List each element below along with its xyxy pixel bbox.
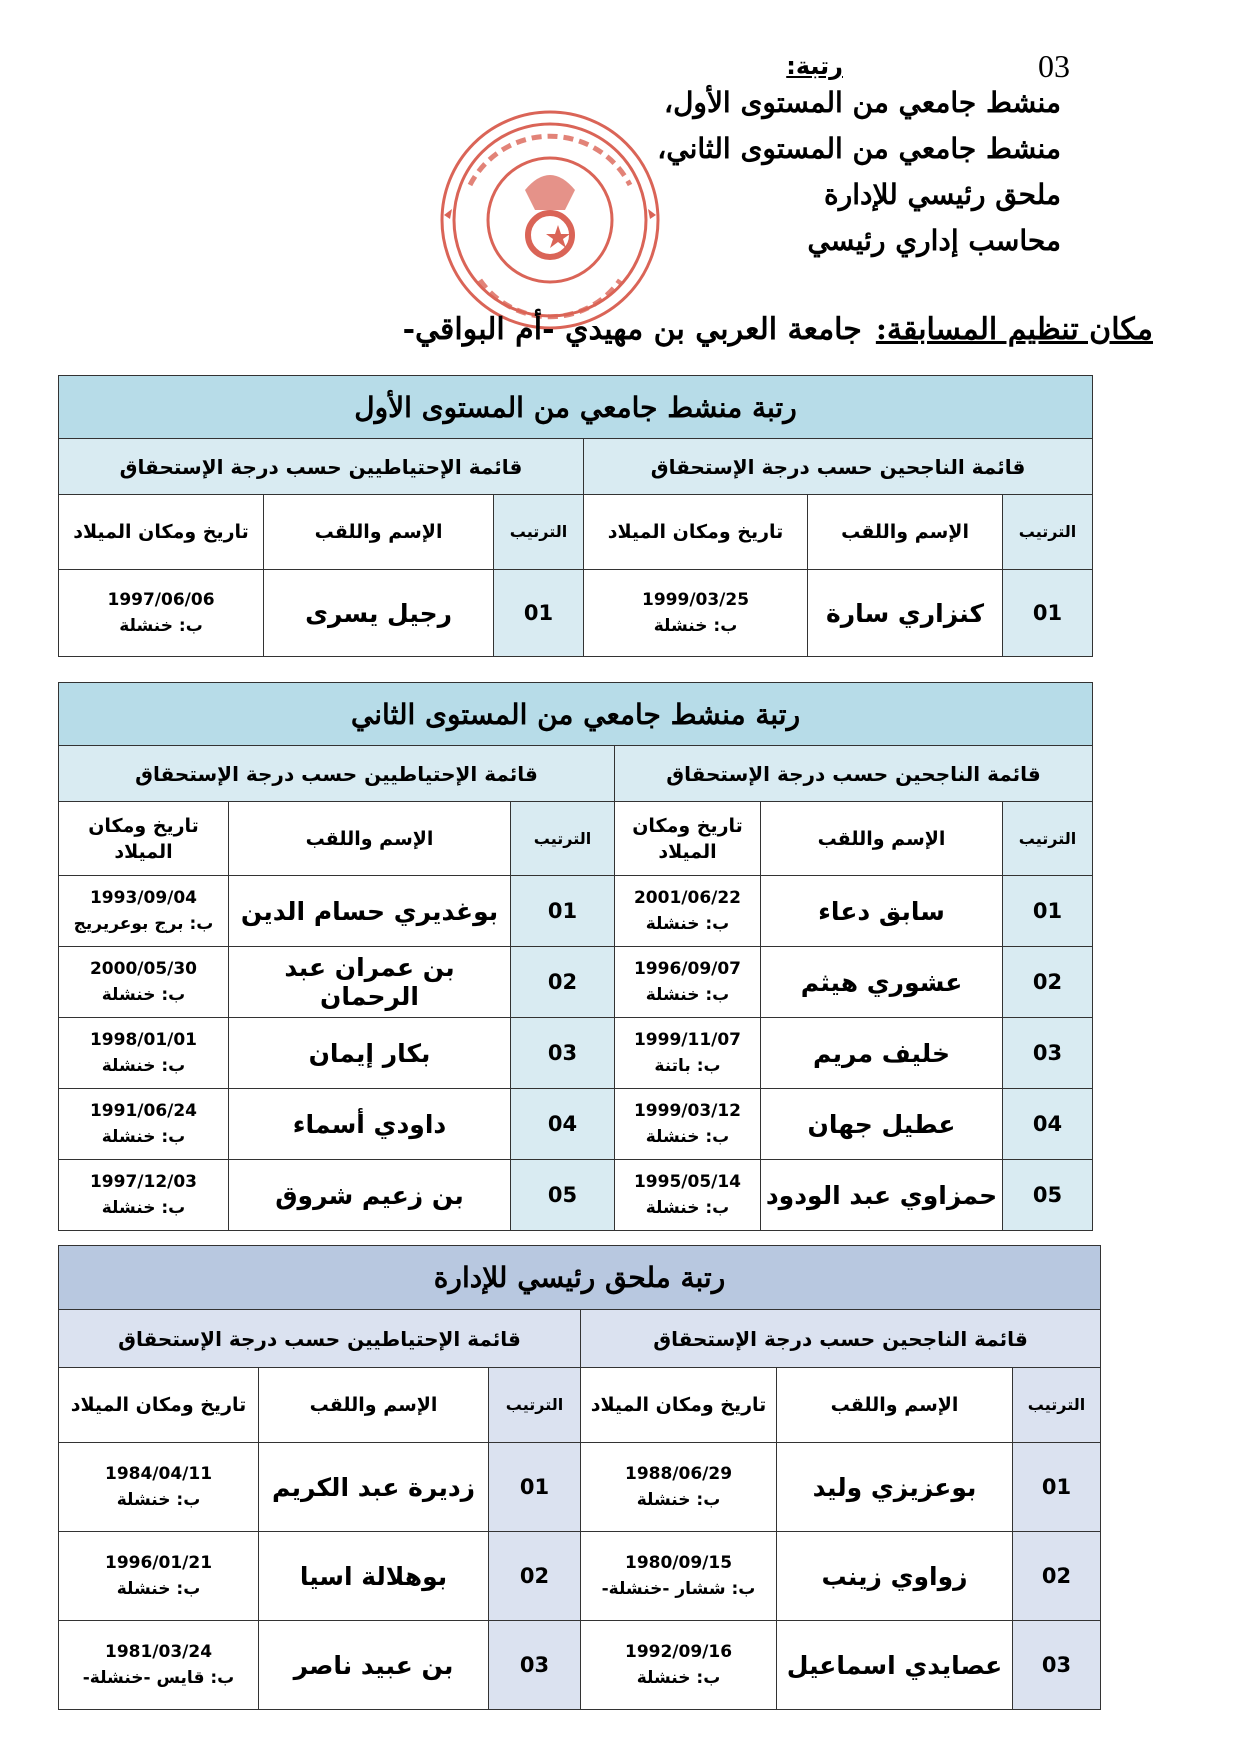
reserve-name: بن زعيم شروق bbox=[229, 1160, 511, 1231]
section-title: رتبة ملحق رئيسي للإدارة bbox=[59, 1246, 1101, 1310]
reserve-name: بوغديري حسام الدين bbox=[229, 876, 511, 947]
winner-name: سابق دعاء bbox=[761, 876, 1003, 947]
winner-dob bbox=[581, 1443, 777, 1532]
winners-list-title: قائمة الناجحين حسب درجة الإستحقاق bbox=[581, 1310, 1101, 1368]
dob-date: 1998/01/01 bbox=[89, 1030, 198, 1050]
dob-date: 1992/09/16 bbox=[624, 1642, 733, 1662]
section-1-table bbox=[58, 375, 1093, 657]
dob-header: تاريخ ومكان الميلاد bbox=[59, 802, 229, 876]
winner-rank: 02 bbox=[1013, 1532, 1101, 1621]
rank-header: الترتيب bbox=[494, 495, 584, 570]
place-label: مكان تنظيم المسابقة: bbox=[875, 312, 1153, 347]
document-header bbox=[657, 52, 1061, 264]
dob-date: 1999/03/12 bbox=[633, 1101, 742, 1121]
reserve-name: بن عمران عبد الرحمان bbox=[229, 947, 511, 1018]
dob-place: ب: خنشلة bbox=[645, 1198, 730, 1218]
name-header: الإسم واللقب bbox=[761, 802, 1003, 876]
name-header: الإسم واللقب bbox=[777, 1368, 1013, 1443]
winner-name: عصايدي اسماعيل bbox=[777, 1621, 1013, 1710]
dob-date: 1996/09/07 bbox=[633, 959, 742, 979]
reserves-list-title: قائمة الإحتياطيين حسب درجة الإستحقاق bbox=[59, 1310, 581, 1368]
section-title: رتبة منشط جامعي من المستوى الأول bbox=[59, 376, 1093, 439]
dob-place: ب: خنشلة bbox=[101, 1198, 186, 1218]
dob-place: ب: خنشلة bbox=[636, 1668, 721, 1688]
winner-rank: 01 bbox=[1003, 876, 1093, 947]
dob-header: تاريخ ومكان الميلاد bbox=[59, 495, 264, 570]
winner-rank: 03 bbox=[1013, 1621, 1101, 1710]
dob-date: 1997/06/06 bbox=[107, 590, 215, 610]
dob-date: 2000/05/30 bbox=[89, 959, 198, 979]
winner-rank: 01 bbox=[1003, 570, 1093, 657]
rank-header: الترتيب bbox=[1003, 495, 1093, 570]
dob-place: ب: خنشلة bbox=[636, 1490, 721, 1510]
dob-date: 1991/06/24 bbox=[89, 1101, 198, 1121]
reserve-name: رجيل يسرى bbox=[264, 570, 494, 657]
table-row bbox=[59, 1443, 1101, 1532]
reserve-dob bbox=[59, 1160, 229, 1231]
winner-name: بوعزيزي وليد bbox=[777, 1443, 1013, 1532]
reserve-dob bbox=[59, 570, 264, 657]
dob-date: 1980/09/15 bbox=[624, 1553, 733, 1573]
header-grade-2: منشط جامعي من المستوى الثاني، bbox=[657, 132, 1061, 165]
winners-list-title: قائمة الناجحين حسب درجة الإستحقاق bbox=[615, 746, 1093, 802]
reserve-name: داودي أسماء bbox=[229, 1089, 511, 1160]
name-header: الإسم واللقب bbox=[229, 802, 511, 876]
rank-header: الترتيب bbox=[489, 1368, 581, 1443]
dob-place: ب: خنشلة bbox=[645, 985, 730, 1005]
winner-dob bbox=[584, 570, 808, 657]
winner-dob bbox=[615, 1018, 761, 1089]
header-grade-1: منشط جامعي من المستوى الأول، bbox=[664, 86, 1061, 119]
dob-place: ب: خنشلة bbox=[653, 616, 738, 636]
rank-header: الترتيب bbox=[511, 802, 615, 876]
reserve-name: بكار إيمان bbox=[229, 1018, 511, 1089]
reserve-dob bbox=[59, 1532, 259, 1621]
winner-dob bbox=[581, 1621, 777, 1710]
rank-header: الترتيب bbox=[1013, 1368, 1101, 1443]
reserve-rank: 05 bbox=[511, 1160, 615, 1231]
winner-name: زواوي زينب bbox=[777, 1532, 1013, 1621]
rutba-label: رتبة: bbox=[786, 52, 843, 80]
winner-name: عشوري هيثم bbox=[761, 947, 1003, 1018]
reserve-rank: 02 bbox=[511, 947, 615, 1018]
table-row bbox=[59, 1532, 1101, 1621]
dob-place: ب: برج بوعريريج bbox=[73, 914, 214, 934]
dob-date: 1999/03/25 bbox=[642, 590, 750, 610]
dob-date: 1984/04/11 bbox=[104, 1464, 213, 1484]
reserve-rank: 03 bbox=[511, 1018, 615, 1089]
dob-place: ب: ششار -خنشلة- bbox=[601, 1579, 756, 1599]
reserve-rank: 01 bbox=[489, 1443, 581, 1532]
name-header: الإسم واللقب bbox=[259, 1368, 489, 1443]
dob-place: ب: خنشلة bbox=[116, 1579, 201, 1599]
reserve-rank: 02 bbox=[489, 1532, 581, 1621]
winner-name: عطيل جهان bbox=[761, 1089, 1003, 1160]
reserve-name: زديرة عبد الكريم bbox=[259, 1443, 489, 1532]
reserve-name: بن عبيد ناصر bbox=[259, 1621, 489, 1710]
dob-place: ب: خنشلة bbox=[116, 1490, 201, 1510]
dob-place: ب: خنشلة bbox=[101, 1056, 186, 1076]
table-row bbox=[59, 947, 1093, 1018]
reserve-dob bbox=[59, 1443, 259, 1532]
dob-place: ب: خنشلة bbox=[101, 1127, 186, 1147]
dob-header: تاريخ ومكان الميلاد bbox=[615, 802, 761, 876]
reserve-rank: 03 bbox=[489, 1621, 581, 1710]
dob-place: ب: باتنة bbox=[654, 1056, 721, 1076]
winner-rank: 05 bbox=[1003, 1160, 1093, 1231]
reserves-list-title: قائمة الإحتياطيين حسب درجة الإستحقاق bbox=[59, 746, 615, 802]
winner-dob bbox=[615, 947, 761, 1018]
winner-dob bbox=[581, 1532, 777, 1621]
dob-header: تاريخ ومكان الميلاد bbox=[584, 495, 808, 570]
reserve-dob bbox=[59, 876, 229, 947]
reserves-list-title: قائمة الإحتياطيين حسب درجة الإستحقاق bbox=[59, 439, 584, 495]
winner-name: كنزاري سارة bbox=[808, 570, 1003, 657]
winner-rank: 03 bbox=[1003, 1018, 1093, 1089]
table-row bbox=[59, 1018, 1093, 1089]
winner-dob bbox=[615, 876, 761, 947]
reserve-rank: 01 bbox=[511, 876, 615, 947]
dob-place: ب: قايس -خنشلة- bbox=[82, 1668, 235, 1688]
reserve-rank: 04 bbox=[511, 1089, 615, 1160]
winner-rank: 01 bbox=[1013, 1443, 1101, 1532]
header-grade-3: ملحق رئيسي للإدارة bbox=[824, 178, 1061, 211]
dob-date: 1996/01/21 bbox=[104, 1553, 213, 1573]
reserve-dob bbox=[59, 947, 229, 1018]
place-value: جامعة العربي بن مهيدي -أم البواقي- bbox=[402, 312, 862, 347]
dob-header: تاريخ ومكان الميلاد bbox=[581, 1368, 777, 1443]
winner-name: حمزاوي عبد الودود bbox=[761, 1160, 1003, 1231]
table-row bbox=[59, 876, 1093, 947]
dob-date: 2001/06/22 bbox=[633, 888, 742, 908]
reserve-name: بوهلالة اسيا bbox=[259, 1532, 489, 1621]
rank-header: الترتيب bbox=[1003, 802, 1093, 876]
dob-date: 1995/05/14 bbox=[633, 1172, 742, 1192]
reserve-dob bbox=[59, 1018, 229, 1089]
winner-dob bbox=[615, 1160, 761, 1231]
header-grade-4: محاسب إداري رئيسي bbox=[807, 224, 1061, 257]
table-row bbox=[59, 1621, 1101, 1710]
competition-place bbox=[403, 312, 1153, 347]
dob-place: ب: خنشلة bbox=[101, 985, 186, 1005]
dob-place: ب: خنشلة bbox=[119, 616, 203, 636]
official-seal-stamp bbox=[430, 105, 670, 335]
section-title: رتبة منشط جامعي من المستوى الثاني bbox=[59, 683, 1093, 746]
dob-date: 1999/11/07 bbox=[633, 1030, 742, 1050]
winner-rank: 02 bbox=[1003, 947, 1093, 1018]
dob-date: 1988/06/29 bbox=[624, 1464, 733, 1484]
winner-rank: 04 bbox=[1003, 1089, 1093, 1160]
reserve-dob bbox=[59, 1089, 229, 1160]
dob-date: 1997/12/03 bbox=[89, 1172, 198, 1192]
dob-date: 1981/03/24 bbox=[104, 1642, 213, 1662]
dob-place: ب: خنشلة bbox=[645, 914, 730, 934]
section-2-table bbox=[58, 682, 1093, 1231]
section-3-table bbox=[58, 1245, 1101, 1710]
reserve-dob bbox=[59, 1621, 259, 1710]
dob-date: 1993/09/04 bbox=[89, 888, 198, 908]
page-number: 03 bbox=[1038, 48, 1070, 84]
dob-header: تاريخ ومكان الميلاد bbox=[59, 1368, 259, 1443]
table-row bbox=[59, 570, 1093, 657]
winner-name: خليف مريم bbox=[761, 1018, 1003, 1089]
winner-dob bbox=[615, 1089, 761, 1160]
name-header: الإسم واللقب bbox=[264, 495, 494, 570]
name-header: الإسم واللقب bbox=[808, 495, 1003, 570]
table-row bbox=[59, 1160, 1093, 1231]
table-row bbox=[59, 1089, 1093, 1160]
reserve-rank: 01 bbox=[494, 570, 584, 657]
winners-list-title: قائمة الناجحين حسب درجة الإستحقاق bbox=[584, 439, 1093, 495]
dob-place: ب: خنشلة bbox=[645, 1127, 730, 1147]
